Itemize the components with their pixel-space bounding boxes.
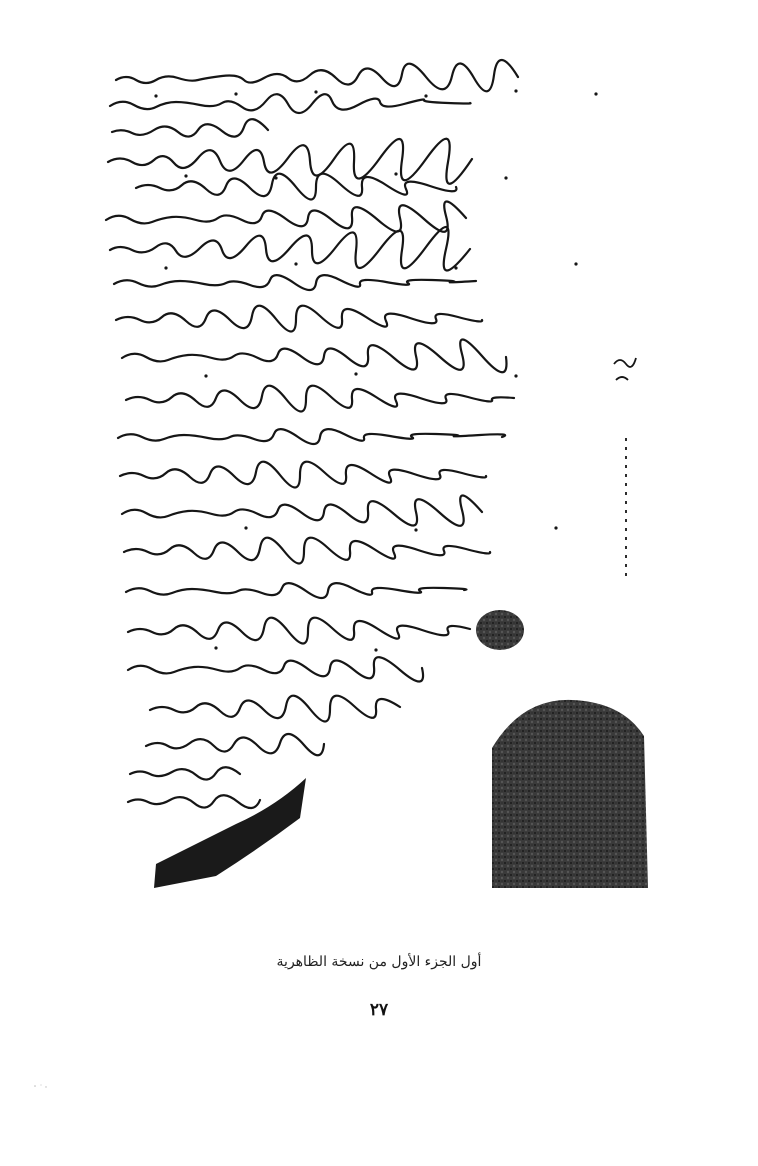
scan-speck [32,1082,50,1090]
figure-caption: أول الجزء الأول من نسخة الظاهرية [276,954,482,970]
manuscript-image [96,58,662,888]
manuscript-scan [96,58,662,888]
margin-notes [614,358,636,578]
ink-blot [476,610,524,650]
damage-stain [492,700,648,888]
page-number: ٢٧ [369,1000,389,1020]
diacritic-dots [154,89,597,651]
torn-edge [154,778,306,888]
handwriting-lines [106,60,518,808]
